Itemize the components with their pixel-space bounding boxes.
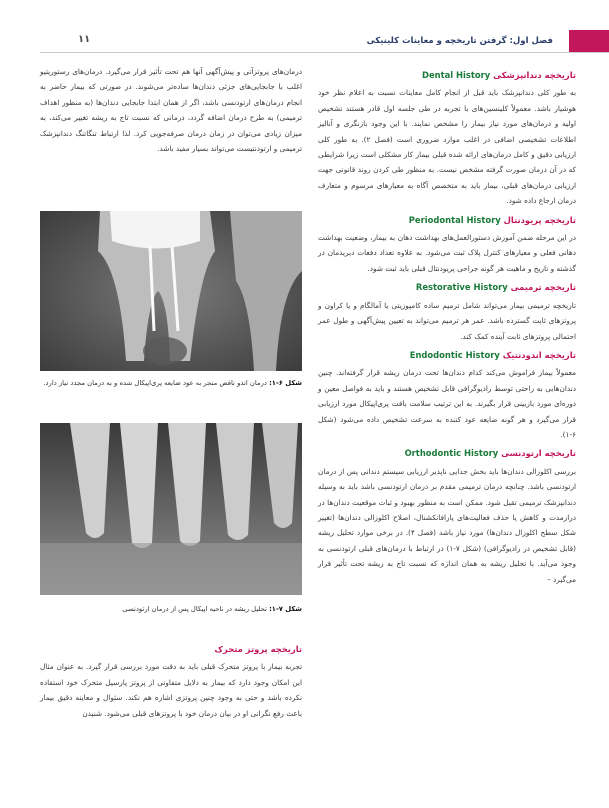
section-title-fa: تاریخچه ارتودنسی <box>501 448 576 459</box>
radiograph-figure-7 <box>40 423 302 595</box>
section-text-restorative: تاریخچه ترمیمی بیمار می‌تواند شامل ترمیم ساده کامپوزیتی یا آمالگام و یا کراون و پروتزهای ثابت گسترده باشد. عمر هر ترمیم می‌تواند به تعیین پیش‌آگهی و طول عمر احتمالی پروتزهای ثابت آینده کمک کند. <box>318 300 576 341</box>
section-title-en: Restorative History <box>415 282 508 293</box>
section-title-fa: تاریخچه ترمیمی <box>510 282 576 293</box>
page-number: ۱۱ <box>78 34 91 45</box>
left-column-text: درمان‌های پروتزآتی و پیش‌آگهی آنها هم تحت تأثیر قرار می‌گیرد. درمان‌های رستوریتیو اغلب با جابجایی‌های جزئی دندان‌ها ساده‌تر می‌شوند. در صورتی که بیمار حاضر به انجام درمان‌های ارتودنسی باشد، اگر از همان ابتدا جابجایی دندان‌ها (به منظور اهداف ترمیمی) به طرح درمان اضافه گردد، درمانی که نسبت تاج به ریشه تغییر می‌کند، به میزان زیادی می‌توان در زمان درمان صرفه‌جویی کرد. لذا ارتباط تنگاتنگ دندانپزشک ترمیمی و ارتودنتیست می‌تواند بسیار مفید باشد. <box>40 67 302 154</box>
left-bottom-section <box>40 638 302 721</box>
chapter-title: فصل اول: گرفتن تاریخچه و معاینات کلینیکی <box>366 36 553 46</box>
section-heading-periodontal <box>318 213 576 228</box>
section-title-en: Dental History <box>422 70 491 80</box>
section-title-fa: تاریخچه دندانپزشکی <box>493 70 576 80</box>
page-header <box>0 0 609 62</box>
section-heading-restorative <box>318 280 576 295</box>
radiograph-ortho-image <box>40 423 302 595</box>
caption-label: شکل ۶-۱: <box>269 379 302 387</box>
caption-text: تحلیل ریشه در ناحیه اپیکال پس از درمان ارتودنسی <box>122 605 270 613</box>
section-text-endodontic: معمولاً بیمار فراموش می‌کند کدام دندان‌ها تحت درمان ریشه قرار گرفته‌اند. چنین دندان‌هایی به راحتی توسط رادیوگرافی قابل تشخیص هستند و باید به فواصل معین و دوره‌ای مورد بازبینی قرار بگیرند. به این ترتیب سلامت بافت پری‌اپیکال مورد ارزیابی قرار می‌گیرد و هر گونه ضایعه عود کننده به سرعت تشخیص داده می‌شود (شکل ۶-۱). <box>318 368 576 439</box>
section-title-en: Endodontic History <box>409 349 500 360</box>
section-title-en: Orthodontic History <box>404 448 499 459</box>
radiograph-endo-image <box>40 211 302 371</box>
section-heading-removable-prosthesis: تاریخچه پروتز متحرک <box>214 644 302 654</box>
radiograph-figure-6 <box>40 211 302 371</box>
figure-7-caption <box>40 604 302 615</box>
figure-6-caption <box>40 378 302 389</box>
section-title-fa: تاریخچه پریودنتال <box>503 214 576 225</box>
section-text-removable-prosthesis: تجربه بیمار با پروتز متحرک قبلی باید به دقت مورد بررسی قرار گیرد. به عنوان مثال این امکان وجود دارد که بیمار به دلایل متفاوتی از پروتز پارسیل متحرک خود استفاده نکرده باشد و حتی به وجود چنین پروتزی اشاره هم نکند. سئوال و معاینه دقیق بیمار باعث رفع نگرانی او در بیان درمان خود با پروتزهای قبلی می‌شود. شنیدن <box>40 662 302 718</box>
right-column <box>318 64 576 587</box>
chapter-tab <box>569 30 609 52</box>
section-heading-endodontic <box>318 348 576 363</box>
section-text-orthodontic: بررسی اکلوزالی دندان‌ها باید بخش جدایی ناپذیر ارزیابی سیستم دندانی پس از درمان ارتودنسی باشد. چنانچه درمان ترمیمی مقدم بر درمان ارتودنسی باشد باید به وسیله دندانپزشک ترمیمی تقبل شود. ممکن است به منظور بهبود و ثبات موقعیت دندان‌ها در درازمدت و کاهش یا حذف فعالیت‌های پارافانکشنال، اصلاح اکلوزالی دندان‌ها (تغییر شکل سطح اکلوزال دندان‌ها) مورد نیاز باشد (فصل ۴). در برخی موارد تحلیل ریشه (قابل تشخیص در رادیوگرافی) (شکل ۷-۱) در ارتباط با درمان‌های قبلی ارتودنسی به وجود می‌آید. با تحلیل ریشه به همان اندازه که نسبت تاج به ریشه تحت تأثیر قرار می‌گیرد – <box>318 466 576 584</box>
section-text-periodontal: در این مرحله ضمن آموزش دستورالعمل‌های بهداشت دهان به بیمار، وضعیت بهداشت دهانی فعلی و معیارهای کنترل پلاک ثبت می‌شود. به علاوه تعداد دفعات دبریدمان در گذشته و تاریخ و ماهیت هر گونه جراحی پریودنتال قبلی باید ثبت شود. <box>318 233 576 273</box>
section-text-dental: به طور کلی دندانپزشک باید قبل از انجام کامل معاینات نسبت به اعلام نظر خود هوشیار باشد. معمولاً کلینسین‌های با تجربه در طی جلسه اول قادر هستند تشخیص اولیه و درمان‌های مورد نیاز بیمار را مشخص نمایند. با این وجود بازنگری و آنالیز اطلاعات تشخیصی اضافی در اغلب موارد ضروری است (فصل ۲). به طور کلی ارزیابی دقیق و کامل درمان‌های ارائه شده قبلی بیمار کار مشکلی است زیرا شرایطی که در آن درمان صورت گرفته مشخص نیست. به منظور طی کردن روند قانونی جهت ارزیابی درمان‌های قبلی، بیمار باید به متخصص آگاه به معیارهای مرسوم و متعارف درمان ارجاع داده شود. <box>318 88 577 206</box>
section-heading-dental <box>318 68 576 83</box>
section-title-en: Periodontal History <box>408 214 501 225</box>
caption-label: شکل ۷-۱: <box>269 605 302 613</box>
caption-text: درمان اندو ناقص منجر به عود ضایعه پری‌اپیکال شده و به درمان مجدد نیاز دارد. <box>43 379 270 387</box>
section-heading-orthodontic <box>318 446 576 461</box>
section-title-fa: تاریخچه اندودنتیک <box>502 349 576 360</box>
